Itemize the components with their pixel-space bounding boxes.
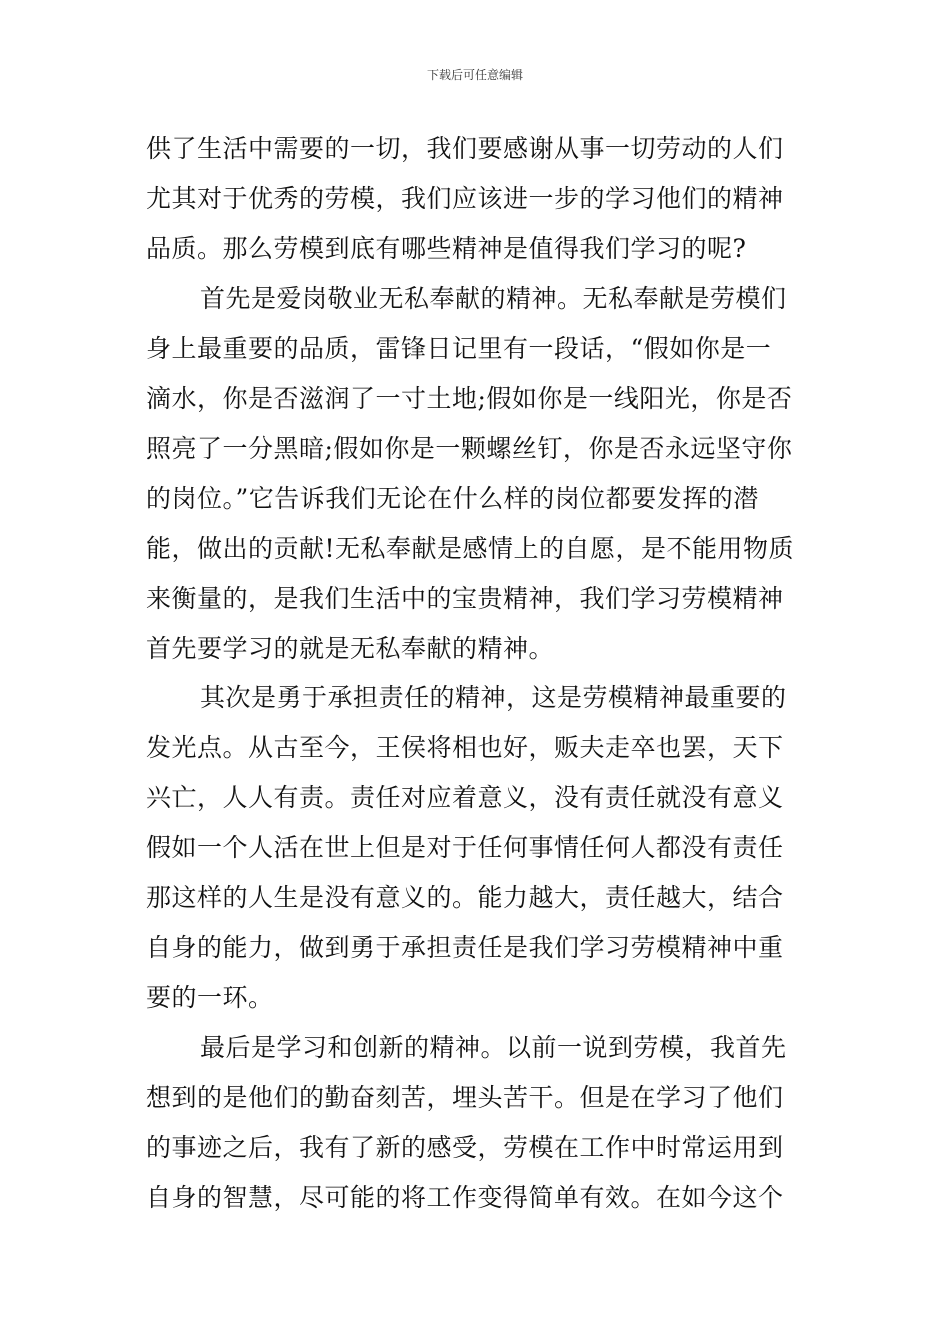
text-line: 首先要学习的就是无私奉献的精神。	[146, 634, 555, 663]
text-line: 发光点。从古至今，王侯将相也好，贩夫走卒也罢，天下	[146, 733, 784, 762]
text-line: 品质。那么劳模到底有哪些精神是值得我们学习的呢?	[146, 234, 747, 263]
text-line: 要的一环。	[146, 983, 274, 1012]
text-line: 想到的是他们的勤奋刻苦，埋头苦干。但是在学习了他们	[146, 1083, 784, 1112]
page-header: 下载后可任意编辑	[426, 68, 523, 82]
text-line: 能，做出的贡献!无私奉献是感情上的自愿，是不能用物质	[146, 534, 795, 563]
text-line: 自身的智慧，尽可能的将工作变得简单有效。在如今这个	[146, 1183, 784, 1212]
text-line: 供了生活中需要的一切，我们要感谢从事一切劳动的人们	[146, 134, 784, 163]
text-line: 自身的能力，做到勇于承担责任是我们学习劳模精神中重	[146, 933, 784, 962]
text-line: 那这样的人生是没有意义的。能力越大，责任越大，结合	[146, 883, 784, 912]
text-line: 的岗位。”它告诉我们无论在什么样的岗位都要发挥的潜	[146, 484, 759, 513]
text-line: 的事迹之后，我有了新的感受，劳模在工作中时常运用到	[146, 1133, 784, 1162]
text-line: 身上最重要的品质，雷锋日记里有一段话，“假如你是一	[146, 334, 772, 363]
intro-paragraph	[146, 124, 806, 274]
text-line: 照亮了一分黑暗;假如你是一颗螺丝钉，你是否永远坚守你	[146, 434, 793, 463]
text-line: 滴水，你是否滋润了一寸土地;假如你是一线阳光，你是否	[146, 384, 793, 413]
paragraph-dedication	[146, 274, 806, 674]
text-line: 其次是勇于承担责任的精神，这是劳模精神最重要的	[200, 683, 787, 712]
text-line: 尤其对于优秀的劳模，我们应该进一步的学习他们的精神	[146, 184, 784, 213]
text-line: 最后是学习和创新的精神。以前一说到劳模，我首先	[200, 1033, 787, 1062]
paragraph-responsibility	[146, 673, 806, 1023]
text-line: 假如一个人活在世上但是对于任何事情任何人都没有责任	[146, 833, 784, 862]
text-line: 兴亡，人人有责。责任对应着意义，没有责任就没有意义	[146, 783, 784, 812]
text-line: 首先是爱岗敬业无私奉献的精神。无私奉献是劳模们	[200, 284, 787, 313]
paragraph-innovation	[146, 1023, 806, 1223]
text-line: 来衡量的，是我们生活中的宝贵精神，我们学习劳模精神	[146, 584, 784, 613]
